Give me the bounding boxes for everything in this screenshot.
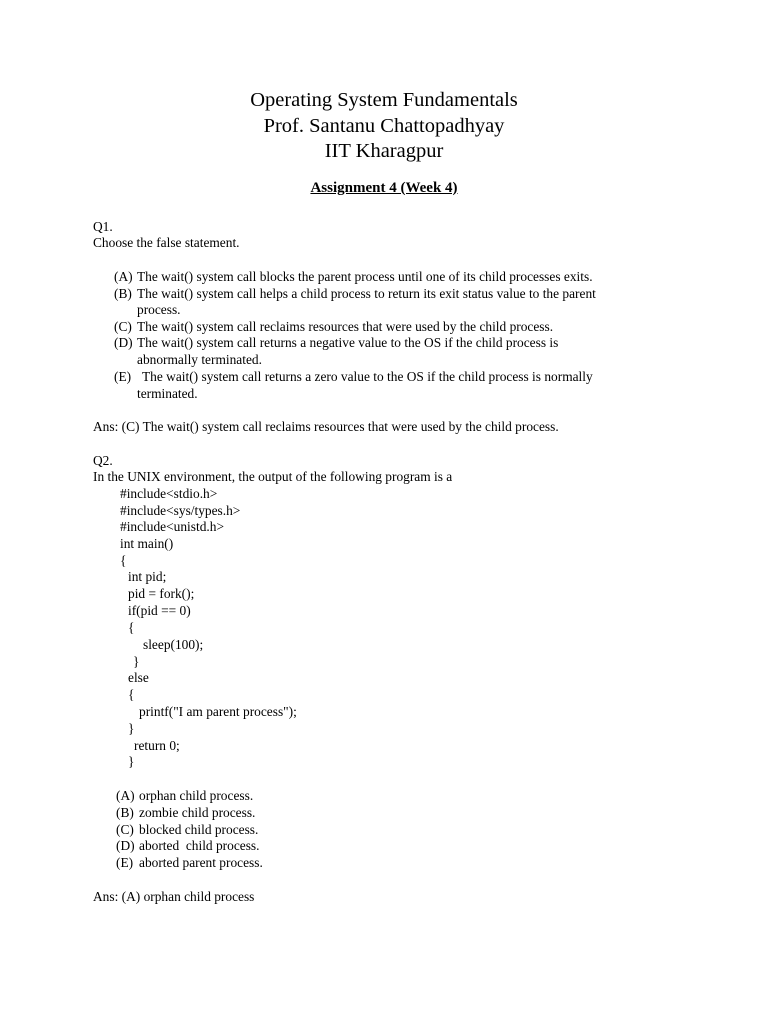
question-number: Q1. [93, 219, 113, 234]
option-label: (D) [114, 335, 133, 350]
option-text: zombie child process. [139, 805, 256, 820]
option-label: (C) [114, 319, 132, 334]
code-line: } [128, 721, 135, 736]
answer-text: Ans: (A) orphan child process [93, 889, 255, 904]
option-label: (E) [116, 855, 134, 870]
code-line: { [128, 687, 135, 702]
option-text-continued: terminated. [137, 386, 198, 401]
option-text: The wait() system call reclaims resources that were used by the child process. [137, 319, 554, 334]
option-text: aborted parent process. [139, 855, 263, 870]
course-title: Operating System Fundamentals [250, 89, 518, 111]
code-line: return 0; [134, 738, 180, 753]
option-text: The wait() system call helps a child process to return its exit status value to the parent [137, 286, 596, 301]
option-text-continued: process. [137, 302, 181, 317]
option-text: orphan child process. [139, 788, 254, 803]
option-label: (A) [116, 788, 135, 803]
code-line: #include<stdio.h> [120, 486, 218, 501]
option-label: (B) [116, 805, 134, 820]
code-line: sleep(100); [143, 637, 204, 652]
professor-name: Prof. Santanu Chattopadhyay [263, 115, 505, 137]
option-text-continued: abnormally terminated. [137, 352, 262, 367]
code-line: #include<unistd.h> [120, 519, 224, 534]
option-text: The wait() system call blocks the parent process until one of its child processes exits. [137, 269, 593, 284]
option-label: (B) [114, 286, 132, 301]
assignment-title: Assignment 4 (Week 4) [310, 180, 458, 196]
code-line: int main() [120, 536, 174, 551]
answer-text: Ans: (C) The wait() system call reclaims resources that were used by the child process. [93, 419, 559, 434]
code-line: } [133, 654, 140, 669]
option-label: (D) [116, 838, 135, 853]
institute-name: IIT Kharagpur [324, 140, 444, 162]
question-text: In the UNIX environment, the output of the following program is a [93, 469, 453, 484]
code-line: pid = fork(); [128, 586, 195, 601]
option-text: aborted child process. [139, 838, 260, 853]
code-line: { [120, 553, 127, 568]
question-text: Choose the false statement. [93, 235, 240, 250]
option-text: blocked child process. [139, 822, 259, 837]
code-line: } [128, 754, 135, 769]
code-line: else [128, 670, 149, 685]
code-line: printf("I am parent process"); [139, 704, 297, 719]
code-line: if(pid == 0) [128, 603, 191, 618]
code-line: { [128, 620, 135, 635]
code-line: int pid; [128, 569, 167, 584]
question-number: Q2. [93, 453, 113, 468]
option-label: (C) [116, 822, 134, 837]
option-label: (A) [114, 269, 133, 284]
option-text: The wait() system call returns a negative value to the OS if the child process is [137, 335, 559, 350]
option-label: (E) [114, 369, 132, 384]
code-line: #include<sys/types.h> [120, 503, 241, 518]
option-text: The wait() system call returns a zero value to the OS if the child process is normally [142, 369, 593, 384]
